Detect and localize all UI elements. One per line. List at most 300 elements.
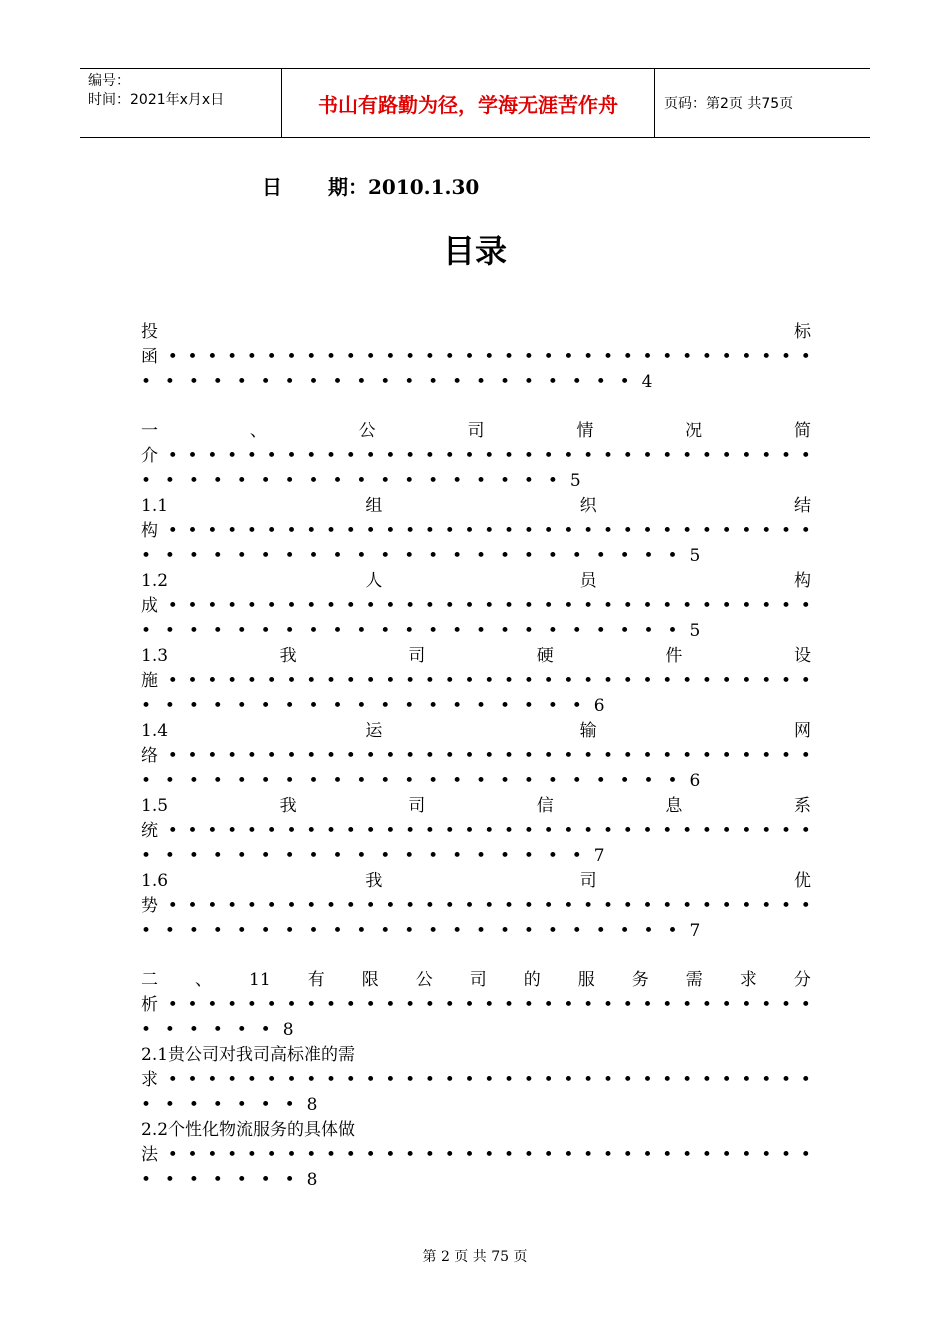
toc-page-number: 7 xyxy=(593,846,605,866)
toc-title-part: 情 xyxy=(576,421,594,441)
toc-title-part: 11 xyxy=(249,970,271,990)
leader-dot: • xyxy=(622,995,633,1015)
leader-dot: • xyxy=(385,896,396,916)
leader-dot: • xyxy=(464,347,475,367)
leader-dot: • xyxy=(741,821,752,841)
toc-title-part: 务 xyxy=(631,970,649,990)
leader-dot: • xyxy=(602,347,613,367)
leader-dot: • xyxy=(563,995,574,1015)
leader-dot: • xyxy=(583,1145,594,1165)
toc-title-part: 设 xyxy=(793,646,811,666)
leader-dot: • xyxy=(583,446,594,466)
leader-dot: • xyxy=(246,1070,257,1090)
leader-dot: • xyxy=(286,896,297,916)
leader-dot: • xyxy=(523,671,534,691)
toc-entry[interactable] xyxy=(141,494,811,569)
leader-dot: • xyxy=(543,995,554,1015)
leader-dot: • xyxy=(523,446,534,466)
toc-title-part: 1.1 xyxy=(141,496,169,516)
header-page-info: 页码：第2页 共75页 xyxy=(664,96,794,112)
toc-leader-line xyxy=(141,519,811,544)
toc-entry[interactable] xyxy=(141,1118,811,1193)
leader-dot: • xyxy=(523,521,534,541)
leader-dot: • xyxy=(306,1070,317,1090)
leader-dot: • xyxy=(227,347,238,367)
leader-dot: • xyxy=(385,521,396,541)
leader-dots: • • • • • • • • • • • • • • • • • • • • • • • xyxy=(141,546,678,566)
leader-dot: • xyxy=(365,1070,376,1090)
leader-dot: • xyxy=(464,446,475,466)
leader-dot: • xyxy=(306,446,317,466)
toc-title-part: 标 xyxy=(794,322,811,342)
leader-dot: • xyxy=(800,521,811,541)
leader-dot: • xyxy=(167,671,178,691)
leader-dot: • xyxy=(523,896,534,916)
leader-dot: • xyxy=(523,347,534,367)
leader-dot: • xyxy=(602,1145,613,1165)
leader-dot: • xyxy=(721,1145,732,1165)
leader-dot: • xyxy=(246,896,257,916)
toc-entry[interactable] xyxy=(141,968,811,1043)
leader-dot: • xyxy=(167,347,178,367)
leader-dot: • xyxy=(266,446,277,466)
leader-dot: • xyxy=(682,1145,693,1165)
leader-dot: • xyxy=(780,746,791,766)
leader-dot: • xyxy=(504,521,515,541)
leader-dot: • xyxy=(266,1145,277,1165)
leader-dot: • xyxy=(326,347,337,367)
leader-dot: • xyxy=(345,995,356,1015)
leader-dot: • xyxy=(424,1145,435,1165)
toc-page-line xyxy=(141,769,811,794)
leader-dot: • xyxy=(701,446,712,466)
leader-dot: • xyxy=(167,995,178,1015)
leader-dot: • xyxy=(424,446,435,466)
leader-dot: • xyxy=(365,995,376,1015)
toc-title-last-char: 统 xyxy=(141,821,158,841)
leader-dot: • xyxy=(246,446,257,466)
leader-dot: • xyxy=(345,521,356,541)
leader-dot: • xyxy=(642,671,653,691)
toc-entry-title xyxy=(141,1118,811,1143)
leader-dot: • xyxy=(286,347,297,367)
leader-dot: • xyxy=(207,1145,218,1165)
table-of-contents xyxy=(141,320,811,1193)
leader-dot: • xyxy=(583,995,594,1015)
leader-dot: • xyxy=(444,896,455,916)
leader-dot: • xyxy=(444,746,455,766)
leader-dot: • xyxy=(246,995,257,1015)
toc-page-number: 4 xyxy=(641,372,653,392)
leader-dot: • xyxy=(444,821,455,841)
leader-dot: • xyxy=(266,1070,277,1090)
leader-dot: • xyxy=(543,446,554,466)
toc-page-line xyxy=(141,544,811,569)
leader-dot: • xyxy=(662,746,673,766)
leader-dot: • xyxy=(444,1070,455,1090)
leader-dot: • xyxy=(642,821,653,841)
leader-dot: • xyxy=(326,596,337,616)
leader-dot: • xyxy=(424,521,435,541)
toc-leader-line xyxy=(141,894,811,919)
toc-title-part: 我 xyxy=(279,796,297,816)
leader-dot: • xyxy=(642,596,653,616)
leader-dot: • xyxy=(266,521,277,541)
leader-dot: • xyxy=(523,995,534,1015)
toc-page-number: 7 xyxy=(689,921,701,941)
leader-dot: • xyxy=(504,671,515,691)
toc-entry[interactable] xyxy=(141,644,811,719)
leader-dot: • xyxy=(464,746,475,766)
leader-dots: • • • • • • • • • • • • • • • • • • • • • • • xyxy=(141,621,678,641)
toc-page-line xyxy=(141,469,811,494)
leader-dot: • xyxy=(326,671,337,691)
toc-title-part: 公 xyxy=(415,970,433,990)
leader-dot: • xyxy=(326,821,337,841)
leader-dot: • xyxy=(701,347,712,367)
leader-dot: • xyxy=(246,596,257,616)
leader-dot: • xyxy=(602,521,613,541)
leader-dot: • xyxy=(444,596,455,616)
leader-dot: • xyxy=(227,1070,238,1090)
leader-dot: • xyxy=(345,596,356,616)
leader-dot: • xyxy=(444,347,455,367)
leader-dot: • xyxy=(682,1070,693,1090)
leader-dot: • xyxy=(800,596,811,616)
leader-dot: • xyxy=(701,1145,712,1165)
leader-dot: • xyxy=(385,347,396,367)
toc-title-part: 司 xyxy=(579,871,597,891)
toc-title-part: 有 xyxy=(307,970,325,990)
toc-title-part: 我 xyxy=(279,646,297,666)
toc-title-part: 分 xyxy=(793,970,811,990)
toc-leader-line xyxy=(141,1068,811,1093)
leader-dot: • xyxy=(563,821,574,841)
leader-dot: • xyxy=(187,821,198,841)
leader-dot: • xyxy=(207,746,218,766)
leader-dot: • xyxy=(761,596,772,616)
leader-dot: • xyxy=(761,896,772,916)
leader-dot: • xyxy=(761,446,772,466)
toc-title-part: 输 xyxy=(579,721,597,741)
toc-leader-line xyxy=(141,669,811,694)
leader-dot: • xyxy=(227,896,238,916)
leader-dot: • xyxy=(405,746,416,766)
leader-dot: • xyxy=(306,671,317,691)
leader-dot: • xyxy=(326,521,337,541)
leader-dot: • xyxy=(543,821,554,841)
leader-dot: • xyxy=(227,671,238,691)
leader-dot: • xyxy=(761,995,772,1015)
leader-dot: • xyxy=(167,596,178,616)
doc-time-label: 时间：2021年x月x日 xyxy=(88,92,225,108)
toc-title-part: 人 xyxy=(365,571,383,591)
leader-dot: • xyxy=(246,1145,257,1165)
toc-title-part: 1.4 xyxy=(141,721,169,741)
leader-dot: • xyxy=(602,596,613,616)
leader-dot: • xyxy=(602,821,613,841)
leader-dot: • xyxy=(543,347,554,367)
leader-dot: • xyxy=(583,671,594,691)
leader-dot: • xyxy=(622,896,633,916)
leader-dot: • xyxy=(345,347,356,367)
leader-dot: • xyxy=(721,446,732,466)
leader-dot: • xyxy=(167,746,178,766)
leader-dot: • xyxy=(780,446,791,466)
leader-dot: • xyxy=(583,596,594,616)
leader-dot: • xyxy=(326,1145,337,1165)
toc-page-line xyxy=(141,1018,811,1043)
leader-dot: • xyxy=(504,821,515,841)
leader-dot: • xyxy=(286,995,297,1015)
toc-title-part: 的 xyxy=(523,970,541,990)
leader-dot: • xyxy=(266,995,277,1015)
toc-title-part: 司 xyxy=(469,970,487,990)
leader-dot: • xyxy=(563,1145,574,1165)
leader-dot: • xyxy=(642,347,653,367)
leader-dot: • xyxy=(662,896,673,916)
leader-dot: • xyxy=(800,896,811,916)
leader-dot: • xyxy=(484,521,495,541)
leader-dot: • xyxy=(761,671,772,691)
leader-dot: • xyxy=(207,347,218,367)
header-motto: 书山有路勤为径，学海无涯苦作舟 xyxy=(281,69,655,137)
leader-dot: • xyxy=(583,821,594,841)
leader-dot: • xyxy=(602,746,613,766)
leader-dot: • xyxy=(583,746,594,766)
toc-leader-line xyxy=(141,744,811,769)
leader-dot: • xyxy=(405,1070,416,1090)
toc-title-part: 硬 xyxy=(536,646,554,666)
leader-dot: • xyxy=(780,1145,791,1165)
leader-dot: • xyxy=(682,347,693,367)
toc-title-part: 求 xyxy=(739,970,757,990)
toc-entry[interactable] xyxy=(141,569,811,644)
leader-dots: • • • • • • • • • • • • • • • • • • • xyxy=(141,696,582,716)
leader-dot: • xyxy=(286,671,297,691)
toc-title-part: 、 xyxy=(195,970,213,990)
leader-dot: • xyxy=(682,896,693,916)
leader-dot: • xyxy=(385,671,396,691)
leader-dot: • xyxy=(306,746,317,766)
leader-dot: • xyxy=(286,1070,297,1090)
toc-page-line xyxy=(141,1093,811,1118)
leader-dot: • xyxy=(424,347,435,367)
toc-entry-title xyxy=(141,719,811,744)
toc-title-part: 系 xyxy=(793,796,811,816)
leader-dot: • xyxy=(701,821,712,841)
leader-dot: • xyxy=(622,596,633,616)
leader-dot: • xyxy=(701,596,712,616)
leader-dots: • • • • • • • • • • • • • • • • • • • • • xyxy=(141,372,630,392)
toc-page-line xyxy=(141,370,811,395)
toc-leader-line xyxy=(141,345,811,370)
toc-entry[interactable] xyxy=(141,320,811,395)
leader-dot: • xyxy=(642,896,653,916)
leader-dot: • xyxy=(563,446,574,466)
date-label-left: 日 xyxy=(262,175,282,199)
toc-title-last-char: 法 xyxy=(141,1145,158,1165)
leader-dot: • xyxy=(207,896,218,916)
leader-dot: • xyxy=(701,746,712,766)
leader-dot: • xyxy=(444,521,455,541)
leader-dot: • xyxy=(187,995,198,1015)
leader-dot: • xyxy=(385,446,396,466)
toc-title-part: 司 xyxy=(467,421,485,441)
leader-dot: • xyxy=(504,746,515,766)
leader-dots: • • • • • • • xyxy=(141,1095,295,1115)
leader-dot: • xyxy=(484,896,495,916)
leader-dot: • xyxy=(800,1145,811,1165)
leader-dot: • xyxy=(682,521,693,541)
toc-title-part: 服 xyxy=(577,970,595,990)
leader-dot: • xyxy=(385,596,396,616)
doc-number-label: 编号： xyxy=(88,73,130,89)
leader-dot: • xyxy=(583,521,594,541)
leader-dot: • xyxy=(543,896,554,916)
toc-page-number: 6 xyxy=(689,771,701,791)
leader-dot: • xyxy=(306,521,317,541)
leader-dot: • xyxy=(563,347,574,367)
leader-dot: • xyxy=(187,347,198,367)
leader-dot: • xyxy=(761,521,772,541)
leader-dot: • xyxy=(642,995,653,1015)
toc-title-last-char: 求 xyxy=(141,1070,158,1090)
leader-dot: • xyxy=(227,596,238,616)
leader-dot: • xyxy=(286,746,297,766)
toc-title-part: 1.2 xyxy=(141,571,169,591)
leader-dot: • xyxy=(622,1070,633,1090)
toc-title-part: 需 xyxy=(685,970,703,990)
leader-dot: • xyxy=(187,746,198,766)
leader-dot: • xyxy=(741,347,752,367)
leader-dot: • xyxy=(365,896,376,916)
toc-title: 目录 xyxy=(442,232,507,270)
leader-dot: • xyxy=(207,1070,218,1090)
leader-dot: • xyxy=(543,1145,554,1165)
page-header xyxy=(80,68,870,138)
leader-dot: • xyxy=(444,671,455,691)
leader-dot: • xyxy=(207,596,218,616)
leader-dot: • xyxy=(721,347,732,367)
leader-dot: • xyxy=(662,821,673,841)
toc-title-part: 网 xyxy=(793,721,811,741)
leader-dot: • xyxy=(662,1145,673,1165)
leader-dot: • xyxy=(345,446,356,466)
toc-leader-line xyxy=(141,594,811,619)
toc-title-part: 织 xyxy=(579,496,597,516)
leader-dot: • xyxy=(365,671,376,691)
toc-entry-title xyxy=(141,968,811,993)
leader-dot: • xyxy=(227,821,238,841)
leader-dot: • xyxy=(721,821,732,841)
leader-dot: • xyxy=(484,821,495,841)
leader-dot: • xyxy=(800,671,811,691)
leader-dots: • • • • • • xyxy=(141,1020,271,1040)
leader-dot: • xyxy=(701,521,712,541)
leader-dot: • xyxy=(266,596,277,616)
leader-dot: • xyxy=(227,746,238,766)
toc-title-part: 公 xyxy=(358,421,376,441)
leader-dot: • xyxy=(207,671,218,691)
leader-dot: • xyxy=(741,1145,752,1165)
leader-dot: • xyxy=(405,596,416,616)
leader-dot: • xyxy=(365,347,376,367)
toc-page-line xyxy=(141,844,811,869)
leader-dot: • xyxy=(464,596,475,616)
toc-page-number: 5 xyxy=(689,546,701,566)
toc-title-part: 组 xyxy=(365,496,383,516)
toc-title-last-char: 析 xyxy=(141,995,158,1015)
leader-dot: • xyxy=(326,995,337,1015)
toc-page-number: 8 xyxy=(282,1020,294,1040)
leader-dot: • xyxy=(326,896,337,916)
leader-dot: • xyxy=(662,596,673,616)
leader-dot: • xyxy=(543,1070,554,1090)
leader-dot: • xyxy=(464,521,475,541)
toc-leader-line xyxy=(141,819,811,844)
toc-title-last-char: 势 xyxy=(141,896,158,916)
leader-dot: • xyxy=(622,746,633,766)
leader-dot: • xyxy=(523,1145,534,1165)
toc-title-part: 我 xyxy=(365,871,383,891)
toc-title-part: 员 xyxy=(579,571,597,591)
leader-dot: • xyxy=(622,347,633,367)
toc-entry[interactable] xyxy=(141,794,811,869)
leader-dot: • xyxy=(583,1070,594,1090)
toc-page-line xyxy=(141,694,811,719)
leader-dot: • xyxy=(385,995,396,1015)
leader-dot: • xyxy=(602,1070,613,1090)
leader-dot: • xyxy=(682,995,693,1015)
leader-dot: • xyxy=(246,347,257,367)
leader-dot: • xyxy=(405,446,416,466)
leader-dot: • xyxy=(266,347,277,367)
toc-page-number: 6 xyxy=(593,696,605,716)
toc-entry[interactable] xyxy=(141,869,811,944)
toc-entry[interactable] xyxy=(141,719,811,794)
leader-dot: • xyxy=(721,746,732,766)
leader-dot: • xyxy=(780,896,791,916)
toc-page-number: 5 xyxy=(569,471,581,491)
leader-dot: • xyxy=(622,1145,633,1165)
leader-dot: • xyxy=(721,896,732,916)
leader-dot: • xyxy=(187,446,198,466)
leader-dot: • xyxy=(365,446,376,466)
leader-dot: • xyxy=(464,1070,475,1090)
toc-entry[interactable] xyxy=(141,1043,811,1118)
leader-dot: • xyxy=(167,896,178,916)
toc-entry[interactable] xyxy=(141,419,811,494)
toc-page-number: 8 xyxy=(306,1170,318,1190)
leader-dot: • xyxy=(187,896,198,916)
leader-dot: • xyxy=(523,1070,534,1090)
leader-dot: • xyxy=(682,596,693,616)
toc-entry-title xyxy=(141,794,811,819)
leader-dot: • xyxy=(622,821,633,841)
leader-dot: • xyxy=(741,521,752,541)
leader-dot: • xyxy=(721,995,732,1015)
leader-dot: • xyxy=(345,821,356,841)
header-meta xyxy=(80,69,281,137)
leader-dot: • xyxy=(523,821,534,841)
leader-dot: • xyxy=(642,746,653,766)
toc-title-part: 件 xyxy=(665,646,683,666)
leader-dot: • xyxy=(504,1070,515,1090)
leader-dot: • xyxy=(266,671,277,691)
leader-dot: • xyxy=(286,821,297,841)
leader-dot: • xyxy=(682,671,693,691)
